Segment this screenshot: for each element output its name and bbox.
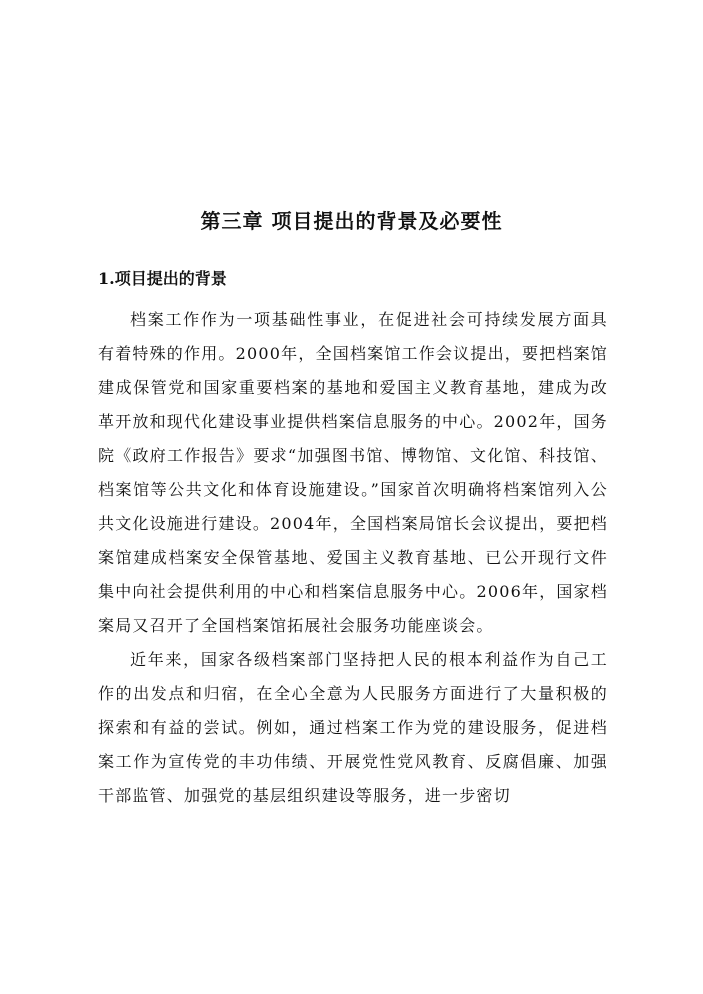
paragraph-2: 近年来，国家各级档案部门坚持把人民的根本利益作为自己工作的出发点和归宿，在全心全意为人民服务方面进行了大量积极的探索和有益的尝试。例如，通过档案工作为党的建设服务，促进档案工作为宣传党的丰功伟绩、开展党性党风教育、反腐倡廉、加强干部监管、加强党的基层组织建设等服务，进一步密切 [98, 650, 608, 805]
section-heading: 1.项目提出的背景 [98, 269, 227, 288]
paragraph-1: 档案工作作为一项基础性事业，在促进社会可持续发展方面具有着特殊的作用。2000年，全国档案馆工作会议提出，要把档案馆建成保管党和国家重要档案的基地和爱国主义教育基地，建成为改革开放和现代化建设事业提供档案信息服务的中心。2002年，国务院《政府工作报告》要求“加强图书馆、博物馆、文化馆、科技馆、档案馆等公共文化和体育设施建设。”国家首次明确将档案馆列入公共文化设施进行建设。2004年，全国档案局馆长会议提出，要把档案馆建成档案安全保管基地、爱国主义教育基地、已公开现行文件集中向社会提供利用的中心和档案信息服务中心。2006年，国家档案局又召开了全国档案馆拓展社会服务功能座谈会。 [98, 310, 608, 635]
chapter-title: 第三章 项目提出的背景及必要性 [200, 209, 503, 233]
body-text [98, 303, 608, 813]
